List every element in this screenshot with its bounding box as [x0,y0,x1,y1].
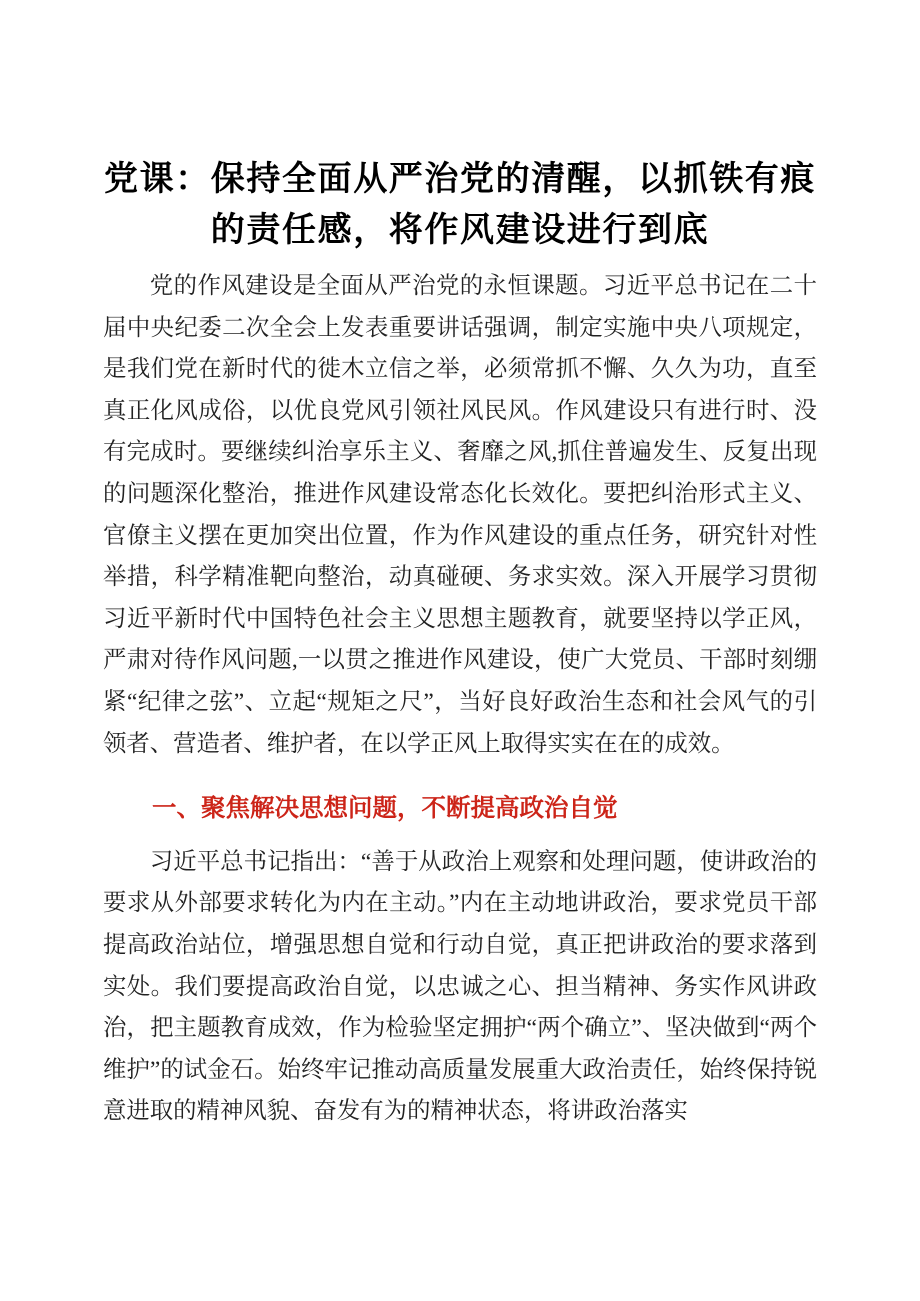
intro-paragraph: 党的作风建设是全面从严治党的永恒课题。习近平总书记在二十届中央纪委二次全会上发表重要讲话强调，制定实施中央八项规定，是我们党在新时代的徙木立信之举，必须常抓不懈、久久为功，直至真正化风成俗，以优良党风引领社风民风。作风建设只有进行时、没有完成时。要继续纠治享乐主义、奢靡之风,抓住普遍发生、反复出现的问题深化整治，推进作风建设常态化长效化。要把纠治形式主义、官僚主义摆在更加突出位置，作为作风建设的重点任务，研究针对性举措，科学精准靶向整治，动真碰硬、务求实效。深入开展学习贯彻习近平新时代中国特色社会主义思想主题教育，就要坚持以学正风，严肃对待作风问题,一以贯之推进作风建设，使广大党员、干部时刻绷紧“纪律之弦”、立起“规矩之尺”，当好良好政治生态和社会风气的引领者、营造者、维护者，在以学正风上取得实实在在的成效。 [103,273,817,757]
section-1-paragraph: 习近平总书记指出：“善于从政治上观察和处理问题，使讲政治的要求从外部要求转化为内在主动。”内在主动地讲政治，要求党员干部提高政治站位，增强思想自觉和行动自觉，真正把讲政治的要求落到实处。我们要提高政治自觉，以忠诚之心、担当精神、务实作风讲政治，把主题教育成效，作为检验坚定拥护“两个确立”、坚决做到“两个维护”的试金石。始终牢记推动高质量发展重大政治责任，始终保持锐意进取的精神风貌、奋发有为的精神状态，将讲政治落实 [103,848,817,1125]
document-title-line-2: 的责任感，将作风建设进行到底 [210,211,710,249]
document-title-line-1: 党课：保持全面从严治党的清醒，以抓铁有痕 [104,160,816,198]
document-title [103,154,817,256]
section-1-heading: 一、聚焦解决思想问题，不断提高政治自觉 [152,795,618,823]
